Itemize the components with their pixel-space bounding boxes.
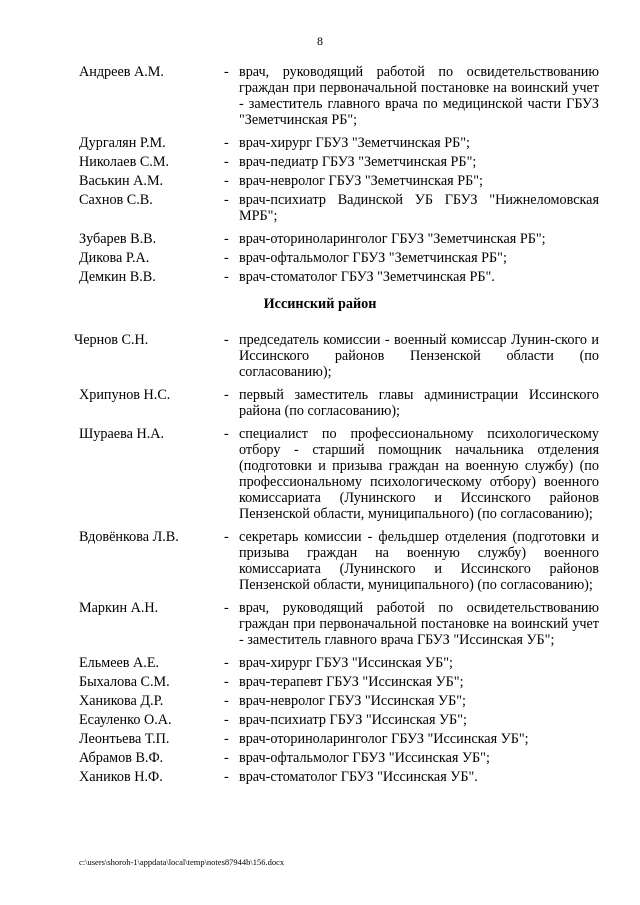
member-name: Дургалян Р.М. bbox=[79, 135, 166, 151]
separator-dash: - bbox=[224, 750, 229, 766]
member-entry bbox=[0, 269, 640, 285]
member-name: Дикова Р.А. bbox=[79, 250, 150, 266]
member-entry bbox=[0, 154, 640, 170]
separator-dash: - bbox=[224, 332, 229, 348]
member-name: Маркин А.Н. bbox=[79, 600, 159, 616]
member-role: врач-офтальмолог ГБУЗ "Земетчинская РБ"; bbox=[239, 250, 507, 266]
member-role: секретарь комиссии - фельдшер отделения (подготовки и призыва граждан на военную службу) военного комиссариата (Лунинского и Иссинского районов Пензенской области, муниципального) (по согласованию); bbox=[239, 529, 599, 593]
member-name: Шураева Н.А. bbox=[79, 426, 165, 442]
member-role: врач-психиатр Вадинской УБ ГБУЗ "Нижнеломовская МРБ"; bbox=[239, 192, 599, 224]
member-name: Ельмеев А.Е. bbox=[79, 655, 160, 671]
member-name: Леонтьева Т.П. bbox=[79, 731, 170, 747]
member-entry bbox=[0, 674, 640, 690]
document-body bbox=[0, 64, 640, 788]
member-entry bbox=[0, 600, 640, 648]
separator-dash: - bbox=[224, 231, 229, 247]
member-entry bbox=[0, 192, 640, 224]
member-entry bbox=[0, 332, 640, 380]
separator-dash: - bbox=[224, 387, 229, 403]
member-entry bbox=[0, 655, 640, 671]
separator-dash: - bbox=[224, 529, 229, 545]
member-entry bbox=[0, 769, 640, 785]
separator-dash: - bbox=[224, 135, 229, 151]
separator-dash: - bbox=[224, 154, 229, 170]
file-path-footer: c:\users\shoroh-1\appdata\local\temp\notes87944b\156.docx bbox=[79, 857, 285, 867]
member-role: врач-терапевт ГБУЗ "Иссинская УБ"; bbox=[239, 674, 464, 690]
member-role: врач-педиатр ГБУЗ "Земетчинская РБ"; bbox=[239, 154, 477, 170]
member-name: Быхалова С.М. bbox=[79, 674, 170, 690]
member-entry bbox=[0, 135, 640, 151]
separator-dash: - bbox=[224, 693, 229, 709]
member-role: врач-хирург ГБУЗ "Иссинская УБ"; bbox=[239, 655, 453, 671]
separator-dash: - bbox=[224, 731, 229, 747]
member-entry bbox=[0, 529, 640, 593]
separator-dash: - bbox=[224, 250, 229, 266]
member-name: Абрамов В.Ф. bbox=[79, 750, 164, 766]
member-entry bbox=[0, 231, 640, 247]
member-name: Хрипунов Н.С. bbox=[79, 387, 171, 403]
member-role: врач-оториноларинголог ГБУЗ "Земетчинская РБ"; bbox=[239, 231, 546, 247]
section-title: Иссинский район bbox=[263, 296, 377, 312]
member-role: врач-психиатр ГБУЗ "Иссинская УБ"; bbox=[239, 712, 467, 728]
member-name: Есауленко О.А. bbox=[79, 712, 172, 728]
member-entry bbox=[0, 731, 640, 747]
member-name: Вдовёнкова Л.В. bbox=[79, 529, 179, 545]
separator-dash: - bbox=[224, 64, 229, 80]
member-role: врач-стоматолог ГБУЗ "Земетчинская РБ". bbox=[239, 269, 495, 285]
member-name: Чернов С.Н. bbox=[74, 332, 149, 348]
separator-dash: - bbox=[224, 269, 229, 285]
member-name: Васькин А.М. bbox=[79, 173, 164, 189]
member-name: Ханикова Д.Р. bbox=[79, 693, 164, 709]
member-role: врач-офтальмолог ГБУЗ "Иссинская УБ"; bbox=[239, 750, 490, 766]
member-role: врач-оториноларинголог ГБУЗ "Иссинская УБ"; bbox=[239, 731, 529, 747]
separator-dash: - bbox=[224, 712, 229, 728]
member-role: председатель комиссии - военный комиссар Лунин-ского и Иссинского районов Пензенской области (по согласованию); bbox=[239, 332, 599, 380]
member-entry bbox=[0, 64, 640, 128]
separator-dash: - bbox=[224, 426, 229, 442]
separator-dash: - bbox=[224, 655, 229, 671]
member-entry bbox=[0, 387, 640, 419]
member-role: врач-невролог ГБУЗ "Земетчинская РБ"; bbox=[239, 173, 483, 189]
member-entry bbox=[0, 750, 640, 766]
member-role: первый заместитель главы администрации Иссинского района (по согласованию); bbox=[239, 387, 599, 419]
member-entry bbox=[0, 250, 640, 266]
member-name: Зубарев В.В. bbox=[79, 231, 157, 247]
separator-dash: - bbox=[224, 600, 229, 616]
member-role: специалист по профессиональному психологическому отбору - старший помощник начальника отделения (подготовки и призыва граждан на военную службу) (по профессиональному психологическому отбору) военного комиссариата (Лунинского и Иссинского районов Пензенской области, муниципального) (по согласованию); bbox=[239, 426, 599, 522]
member-role: врач-невролог ГБУЗ "Иссинская УБ"; bbox=[239, 693, 466, 709]
member-role: врач-хирург ГБУЗ "Земетчинская РБ"; bbox=[239, 135, 470, 151]
page-number: 8 bbox=[317, 34, 323, 48]
member-role: врач-стоматолог ГБУЗ "Иссинская УБ". bbox=[239, 769, 478, 785]
member-name: Хаников Н.Ф. bbox=[79, 769, 163, 785]
member-entry bbox=[0, 426, 640, 522]
separator-dash: - bbox=[224, 173, 229, 189]
separator-dash: - bbox=[224, 192, 229, 208]
separator-dash: - bbox=[224, 674, 229, 690]
member-entry bbox=[0, 173, 640, 189]
member-name: Андреев А.М. bbox=[79, 64, 164, 80]
member-name: Сахнов С.В. bbox=[79, 192, 153, 208]
member-name: Николаев С.М. bbox=[79, 154, 170, 170]
member-entry bbox=[0, 712, 640, 728]
member-role: врач, руководящий работой по освидетельствованию граждан при первоначальной постановке на воинский учет - заместитель главного врача ГБУЗ "Иссинская УБ"; bbox=[239, 600, 599, 648]
member-role: врач, руководящий работой по освидетельствованию граждан при первоначальной постановке на воинский учет - заместитель главного врача по медицинской части ГБУЗ "Земетчинская РБ"; bbox=[239, 64, 599, 128]
member-name: Демкин В.В. bbox=[79, 269, 156, 285]
member-entry bbox=[0, 693, 640, 709]
separator-dash: - bbox=[224, 769, 229, 785]
